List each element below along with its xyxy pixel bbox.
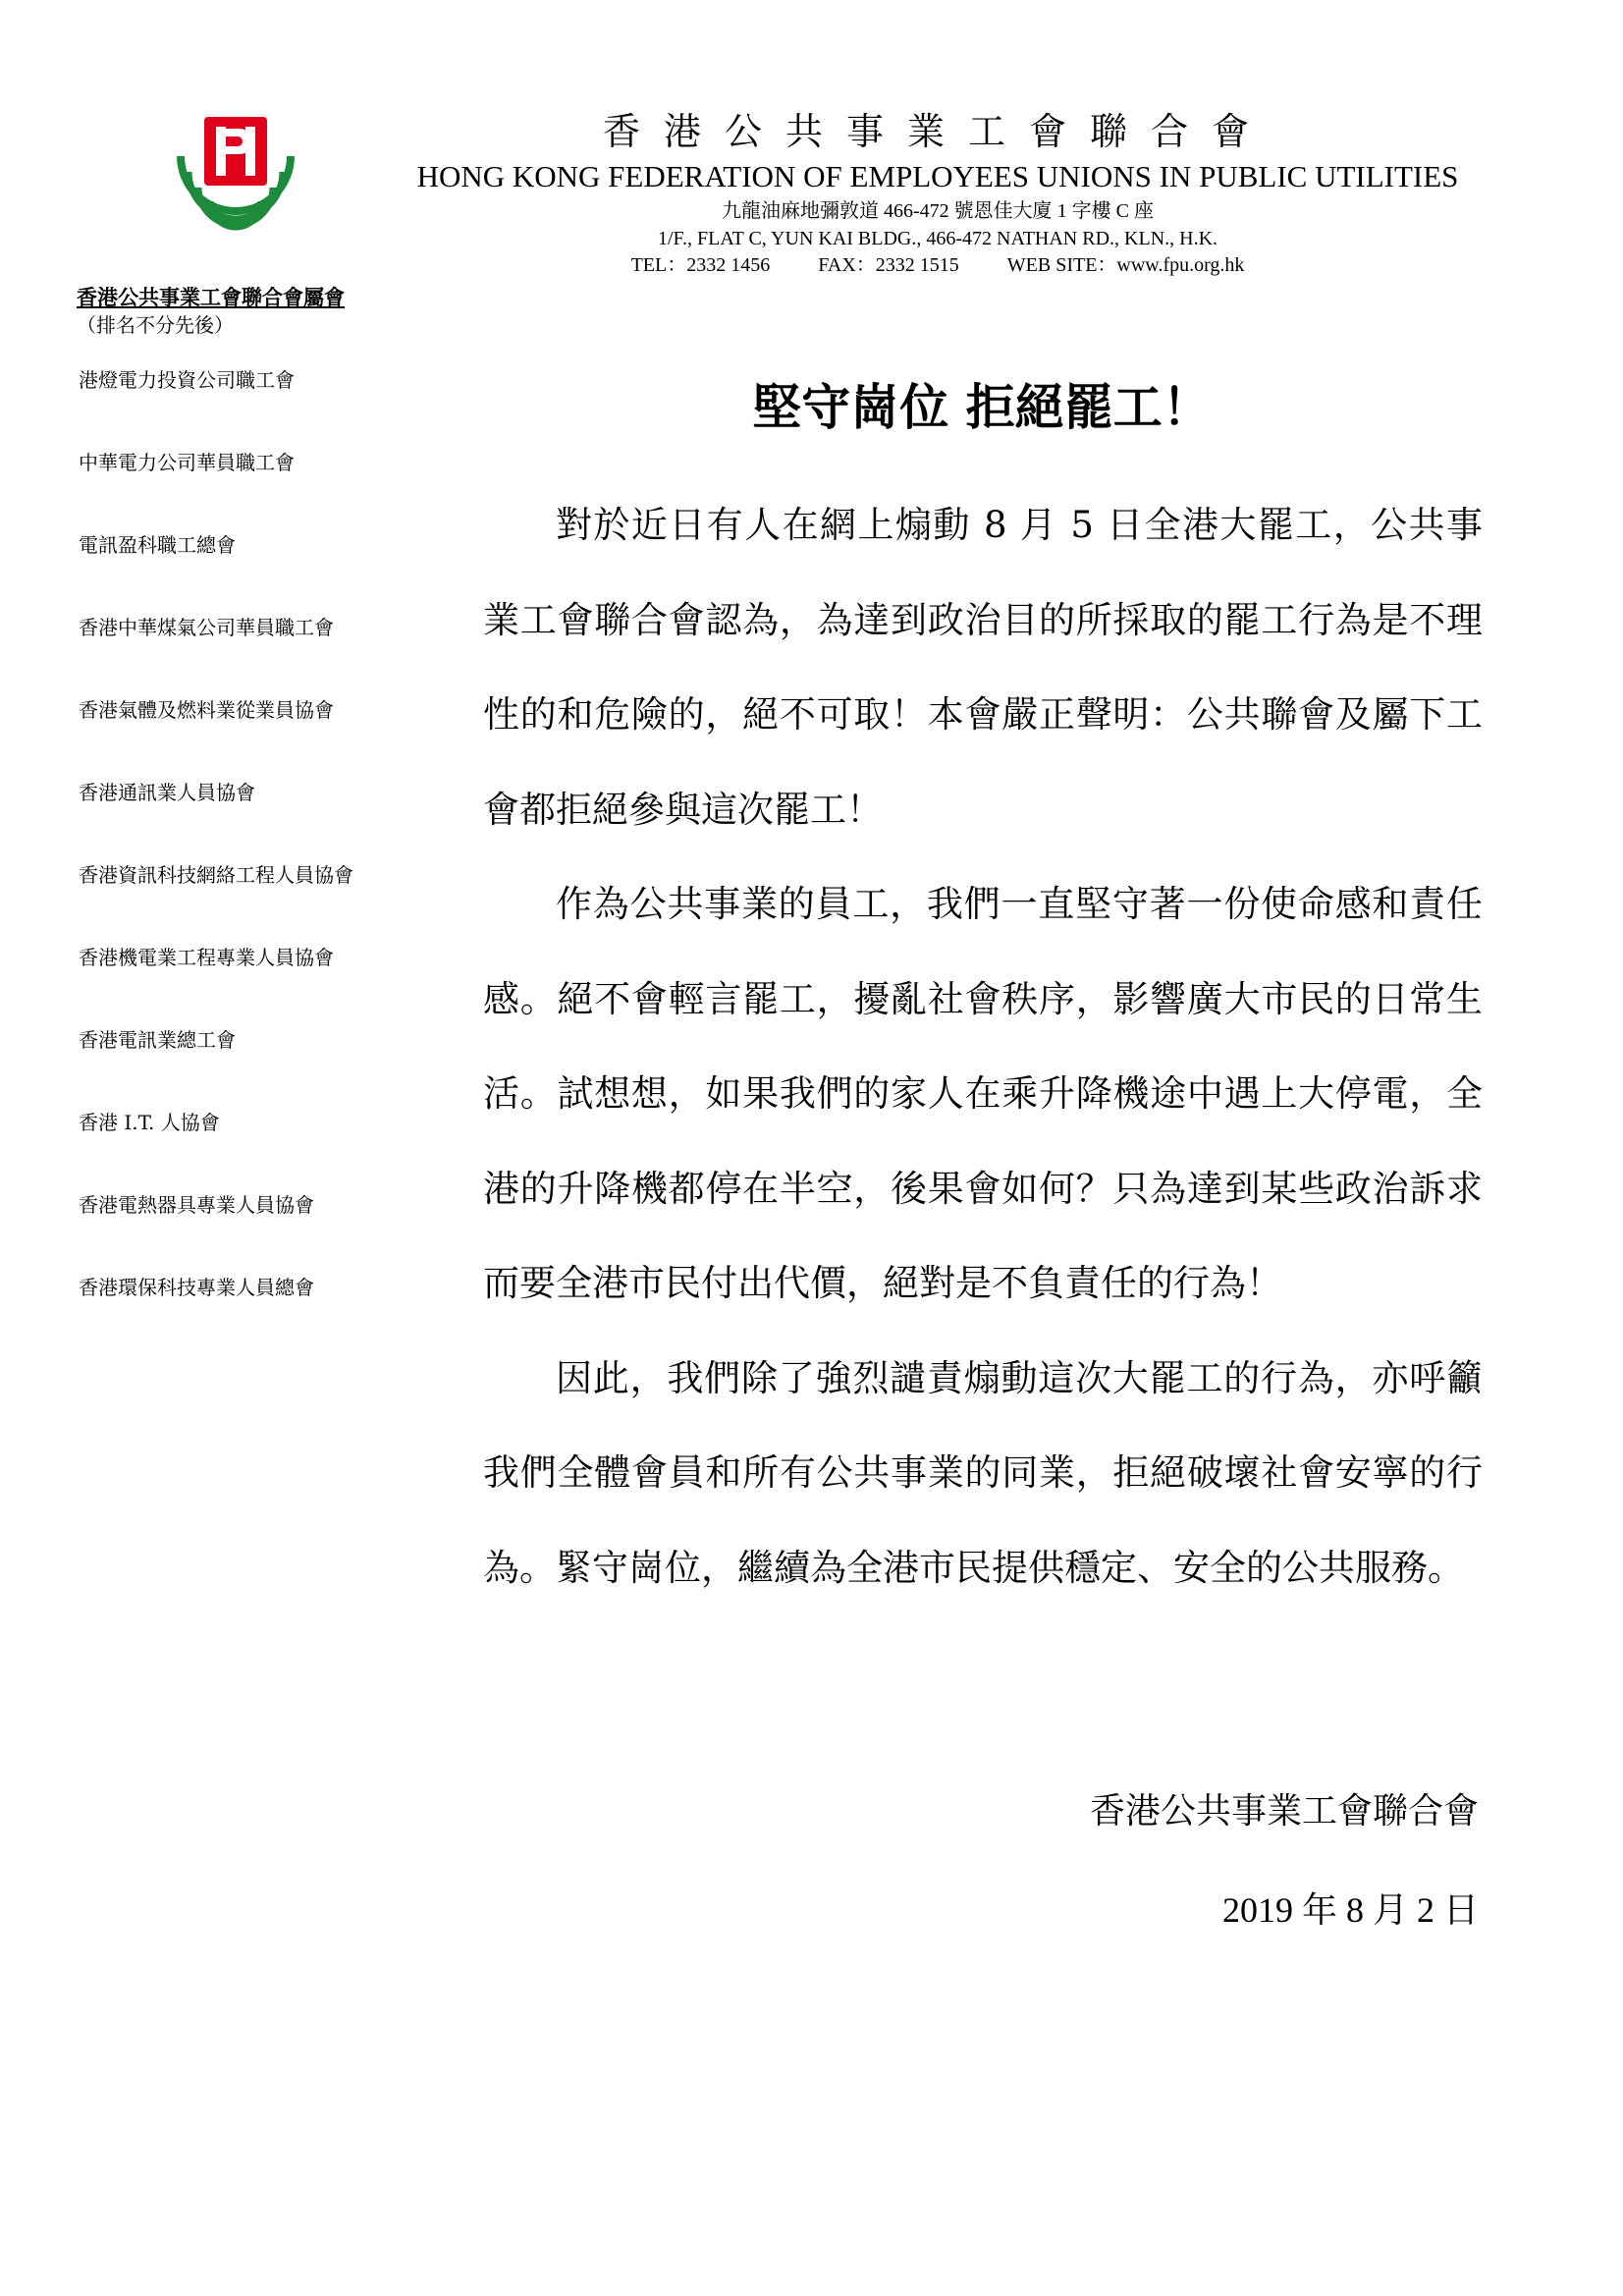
statement-headline: 堅守崗位 拒絕罷工！	[752, 379, 1212, 436]
affiliate-item: 香港電熱器具專業人員協會	[79, 1193, 314, 1217]
affiliate-item: 香港 I.T. 人協會	[79, 1111, 220, 1134]
statement-date: 2019 年 8 月 2 日	[1221, 1890, 1479, 1930]
sidebar-subtitle: （排名不分先後）	[77, 313, 234, 337]
tel-number: TEL：2332 1456	[630, 254, 771, 276]
org-name-zh: 香港公共事業工會聯合會	[602, 110, 1272, 153]
sidebar-title: 香港公共事業工會聯合會屬會	[77, 285, 345, 309]
fax-number: FAX：2332 1515	[818, 254, 959, 276]
org-name-en: HONG KONG FEDERATION OF EMPLOYEES UNIONS IN PUBLIC UTILITIES	[416, 159, 1459, 193]
affiliate-item: 電訊盈科職工總會	[79, 533, 236, 557]
statement-body	[483, 478, 1483, 1615]
affiliate-item: 香港機電業工程專業人員協會	[79, 946, 334, 969]
statement-paragraph: 因此，我們除了強烈譴責煽動這次大罷工的行為，亦呼籲我們全體會員和所有公共事業的同業，拒絕破壞社會安寧的行為。緊守崗位，繼續為全港市民提供穩定、安全的公共服務。	[483, 1356, 1483, 1589]
affiliate-item: 香港氣體及燃料業從業員協會	[79, 698, 334, 722]
affiliate-item: 港燈電力投資公司職工會	[79, 368, 295, 392]
statement-paragraph: 對於近日有人在網上煽動 8 月 5 日全港大罷工，公共事業工會聯合會認為，為達到政治目的所採取的罷工行為是不理性的和危險的，絕不可取！本會嚴正聲明：公共聯會及屬下工會都拒絕參與這次罷工！	[483, 504, 1483, 831]
address-en: 1/F., FLAT C, YUN KAI BLDG., 466-472 NATHAN RD., KLN., H.K.	[657, 228, 1218, 249]
contact-line	[373, 252, 1502, 278]
address-zh: 九龍油麻地彌敦道 466-472 號恩佳大廈 1 字樓 C 座	[722, 200, 1154, 222]
affiliate-item: 香港資訊科技網絡工程人員協會	[79, 863, 353, 887]
fpu-logo-icon	[175, 113, 297, 246]
affiliate-item: 香港環保科技專業人員總會	[79, 1276, 314, 1299]
affiliate-item: 香港中華煤氣公司華員職工會	[79, 616, 334, 639]
website-link[interactable]: WEB SITE：www.fpu.org.hk	[1006, 254, 1245, 276]
affiliate-item: 香港通訊業人員協會	[79, 781, 255, 804]
statement-paragraph: 作為公共事業的員工，我們一直堅守著一份使命感和責任感。絕不會輕言罷工，擾亂社會秩序，影響廣大市民的日常生活。試想想，如果我們的家人在乘升降機途中遇上大停電，全港的升降機都停在半空，後果會如何？只為達到某些政治訴求而要全港市民付出代價，絕對是不負責任的行為！	[483, 883, 1483, 1304]
affiliate-item: 中華電力公司華員職工會	[79, 451, 295, 474]
affiliate-item: 香港電訊業總工會	[79, 1028, 236, 1052]
affiliate-list	[79, 365, 353, 1355]
signature: 香港公共事業工會聯合會	[1089, 1791, 1479, 1831]
